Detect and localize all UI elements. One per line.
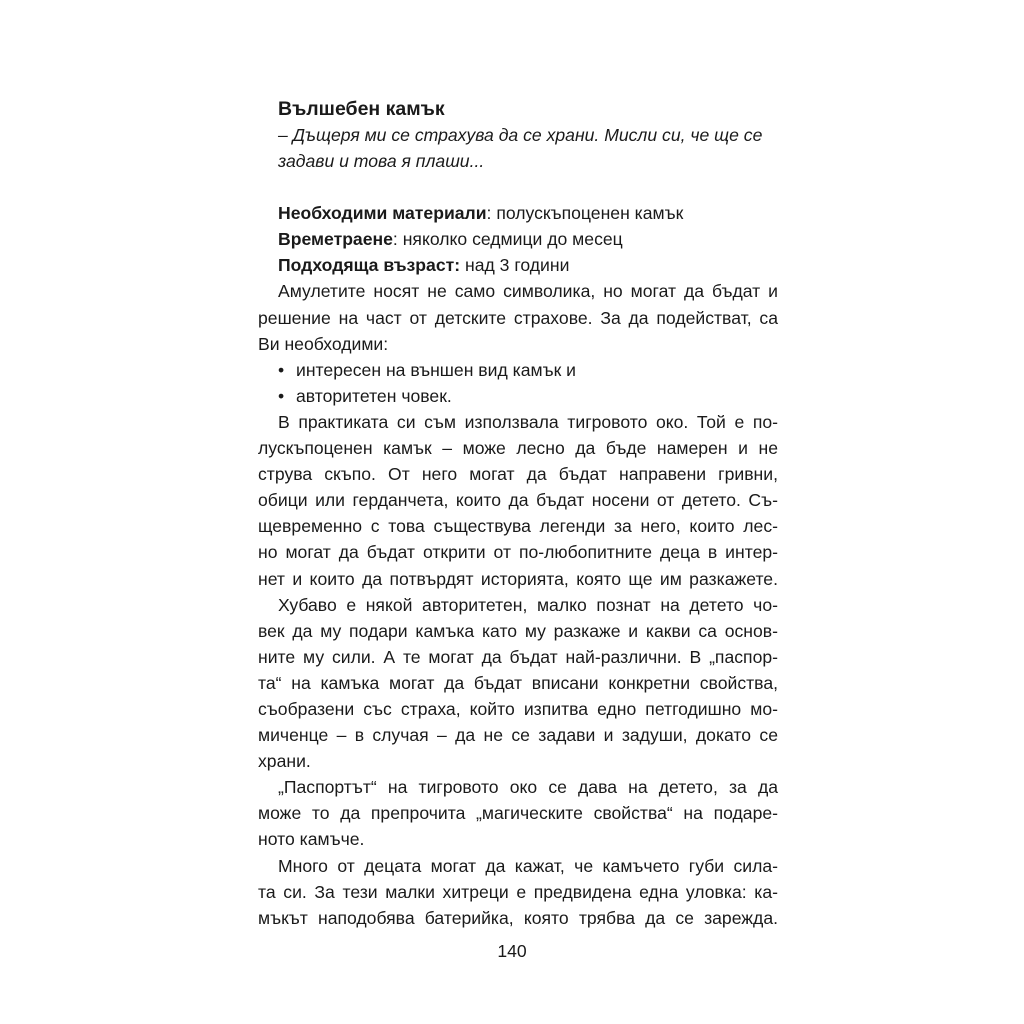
bullet-item (258, 357, 778, 383)
materials-value: : полускъпоценен камък (486, 203, 684, 224)
paragraph-line: ните му сили. А те могат да бъдат най-различни. В „паспор- (258, 646, 778, 667)
bullet-text: авторитетен човек. (296, 385, 452, 406)
spacer (258, 174, 778, 200)
bullet-item (258, 383, 778, 409)
paragraph-line: обици или герданчета, които да бъдат носени от детето. Съ- (258, 490, 778, 511)
body-text (258, 96, 778, 931)
paragraph-2 (258, 409, 778, 592)
paragraph-line: лускъпоценен камък – може лесно да бъде намерен и не (258, 438, 778, 459)
paragraph-line: Хубаво е някой авторитетен, малко познат на детето чо- (278, 594, 778, 615)
age-value: над 3 години (460, 255, 570, 276)
paragraph-line: Много от децата могат да кажат, че камъчето губи сила- (278, 855, 778, 876)
paragraph-line: та“ на камъка могат да бъдат вписани конкретни свойства, (258, 672, 778, 693)
materials-label: Необходими материали (278, 203, 487, 224)
paragraph-line: та си. За тези малки хитреци е предвидена една уловка: ка- (258, 881, 778, 902)
materials-line (278, 200, 778, 226)
bullet-icon: • (278, 359, 285, 380)
paragraph-line: Амулетите носят не само символика, но могат да бъдат и (278, 281, 778, 302)
paragraph-3 (258, 592, 778, 775)
paragraph-line: може то да препрочита „магическите свойства“ на подаре- (258, 803, 778, 824)
paragraph-line: век да му подари камъка като му разкаже и какви са основ- (258, 620, 778, 641)
paragraph-line: нет и които да потвърдят историята, която ще им разкажете. (258, 568, 778, 589)
paragraph-line: ното камъче. (258, 829, 365, 850)
epigraph-line: задави и това я плаши... (278, 151, 485, 172)
paragraph-4 (258, 774, 778, 852)
paragraph-line: щевременно с това съществува легенди за него, които лес- (258, 516, 778, 537)
paragraph-1 (258, 278, 778, 356)
paragraph-line: но могат да бъдат открити от по-любопитните деца в интер- (258, 542, 778, 563)
paragraph-line: решение на част от детските страхове. За да подействат, са (258, 307, 778, 328)
age-label: Подходяща възраст: (278, 255, 461, 276)
page-number: 140 (497, 941, 527, 961)
paragraph-line: мъкът наподобява батерийка, която трябва да се зарежда. (258, 907, 778, 928)
paragraph-line: струва скъпо. От него могат да бъдат направени гривни, (258, 464, 778, 485)
paragraph-line: „Паспортът“ на тигровото око се дава на детето, за да (278, 777, 778, 798)
paragraph-line: съобразени със страха, който изпитва едно петгодишно мо- (258, 698, 778, 719)
paragraph-line: миченце – в случая – да не се задави и задуши, докато се (258, 725, 778, 746)
duration-line (278, 226, 778, 252)
paragraph-line: Ви необходими: (258, 333, 389, 354)
paragraph-5 (258, 853, 778, 931)
duration-value: : няколко седмици до месец (392, 229, 623, 250)
bullet-list (258, 357, 778, 409)
paragraph-line: В практиката си съм използвала тигровото око. Той е по- (278, 411, 778, 432)
age-line (278, 252, 778, 278)
bullet-icon: • (278, 385, 285, 406)
section-heading: Вълшебен камък (278, 98, 445, 120)
bullet-text: интересен на външен вид камък и (296, 359, 577, 380)
epigraph-line: – Дъщеря ми се страхува да се храни. Мисли си, че ще се (278, 125, 763, 145)
epigraph (278, 122, 778, 174)
duration-label: Времетраене (278, 229, 393, 250)
paragraph-line: храни. (258, 751, 311, 772)
